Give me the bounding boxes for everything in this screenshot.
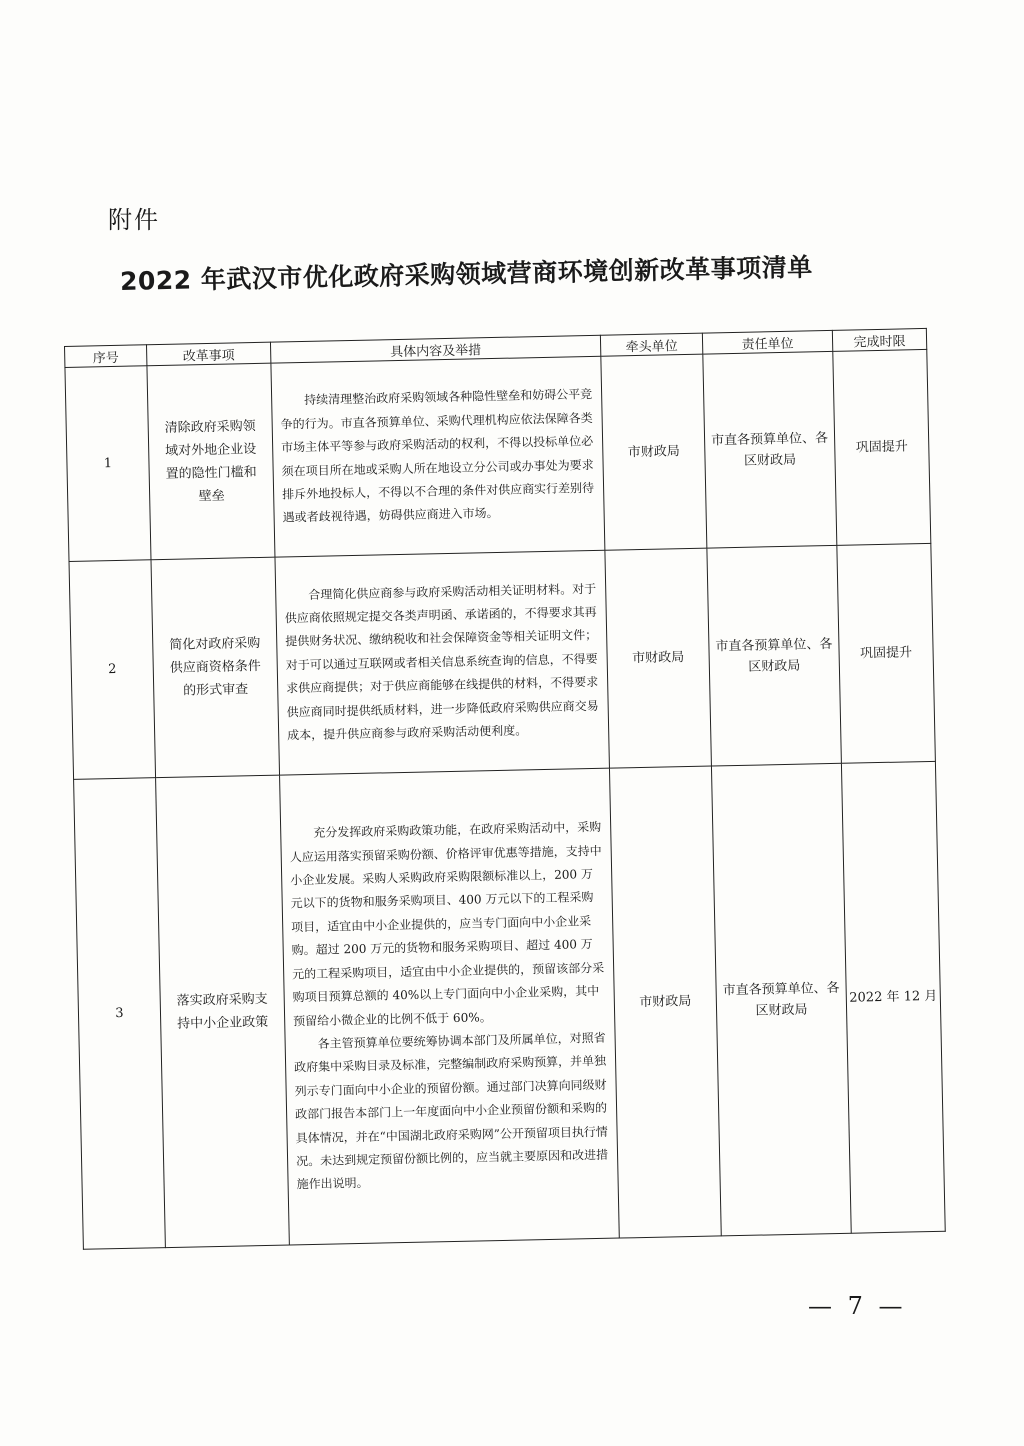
column-header-deadline: 完成时限	[832, 328, 926, 351]
column-header-responsible-unit: 责任单位	[702, 330, 832, 354]
cell-seq: 2	[69, 560, 156, 780]
document-title: 2022 年武汉市优化政府采购领域营商环境创新改革事项清单	[119, 252, 813, 296]
cell-reform-item: 落实政府采购支持中小企业政策	[156, 775, 290, 1247]
table-row	[65, 349, 931, 561]
cell-lead-unit: 市财政局	[601, 354, 707, 550]
cell-measures	[280, 768, 620, 1245]
cell-lead-unit: 市财政局	[609, 766, 721, 1238]
cell-reform-item: 简化对政府采购供应商资格条件的形式审查	[151, 557, 280, 778]
column-header-lead-unit: 牵头单位	[600, 333, 702, 356]
cell-deadline: 2022 年 12 月	[841, 761, 945, 1233]
measure-paragraph: 合理简化供应商参与政府采购活动相关证明材料。对于供应商依照规定提交各类声明函、承诺函的，不得要求其再提供财务状况、缴纳税收和社会保障资金等相关证明文件；对于可以通过互联网或者相关信息系统查询的信息，不得要求供应商提供；对于供应商能够在线提供的材料，不得要求供应商同时提供纸质材料，进一步降低政府采购供应商交易成本，提升供应商参与政府采购活动便利度。	[284, 581, 599, 743]
column-header-item: 改革事项	[146, 342, 270, 366]
table-row	[69, 543, 935, 779]
column-header-seq: 序号	[65, 345, 147, 368]
cell-measures	[271, 356, 605, 557]
cell-responsible-unit: 市直各预算单位、各区财政局	[707, 545, 842, 766]
table-row	[74, 761, 946, 1249]
measure-paragraph: 各主管预算单位要统筹协调本部门及所属单位，对照省政府集中采购目录及标准，完整编制政府采购预算，并单独列示专门面向中小企业的预留份额。通过部门决算向同级财政部门报告本部门上一年度面向中小企业预留份额和采购的具体情况，并在“中国湖北政府采购网”公开预留项目执行情况。未达到规定预留份额比例的，应当就主要原因和改进措施作出说明。	[294, 1030, 609, 1192]
reform-items-table	[64, 328, 946, 1250]
cell-seq: 3	[74, 778, 166, 1250]
cell-deadline: 巩固提升	[837, 543, 936, 763]
attachment-label: 附件	[108, 206, 160, 234]
cell-lead-unit: 市财政局	[605, 548, 712, 768]
column-header-measures: 具体内容及举措	[270, 335, 600, 363]
cell-responsible-unit: 市直各预算单位、各区财政局	[711, 763, 851, 1236]
cell-reform-item: 清除政府采购领域对外地企业设置的隐性门槛和壁垒	[147, 363, 275, 560]
cell-responsible-unit: 市直各预算单位、各区财政局	[703, 351, 837, 548]
cell-measures	[275, 550, 609, 775]
page-number: — 7 —	[808, 1292, 907, 1320]
measure-paragraph: 充分发挥政府采购政策功能，在政府采购活动中，采购人应运用落实预留采购份额、价格评审优惠等措施，支持中小企业发展。采购人采购政府采购限额标准以上，200 万元以下的货物和服务采购项目、400 万元以下的工程采购项目，适宜由中小企业提供的，应当专门面向中小企业采购。超过 200 万元的货物和服务采购项目、超过 400 万元的工程采购项目，适宜由中小企业提供的，预留该部分采购项目预算总额的 40%以上专门面向中小企业采购，其中预留给小微企业的比例不低于 60%。	[289, 820, 605, 1028]
cell-deadline: 巩固提升	[833, 349, 931, 545]
measure-paragraph: 持续清理整治政府采购领域各种隐性壁垒和妨碍公平竞争的行为。市直各预算单位、采购代理机构应依法保障各类市场主体平等参与政府采购活动的权利，不得以投标单位必须在项目所在地或采购人所在地设立分公司或办事处为要求排斥外地投标人，不得以不合理的条件对供应商实行差别待遇或者歧视待遇，妨碍供应商进入市场。	[280, 387, 595, 525]
cell-seq: 1	[65, 366, 151, 562]
